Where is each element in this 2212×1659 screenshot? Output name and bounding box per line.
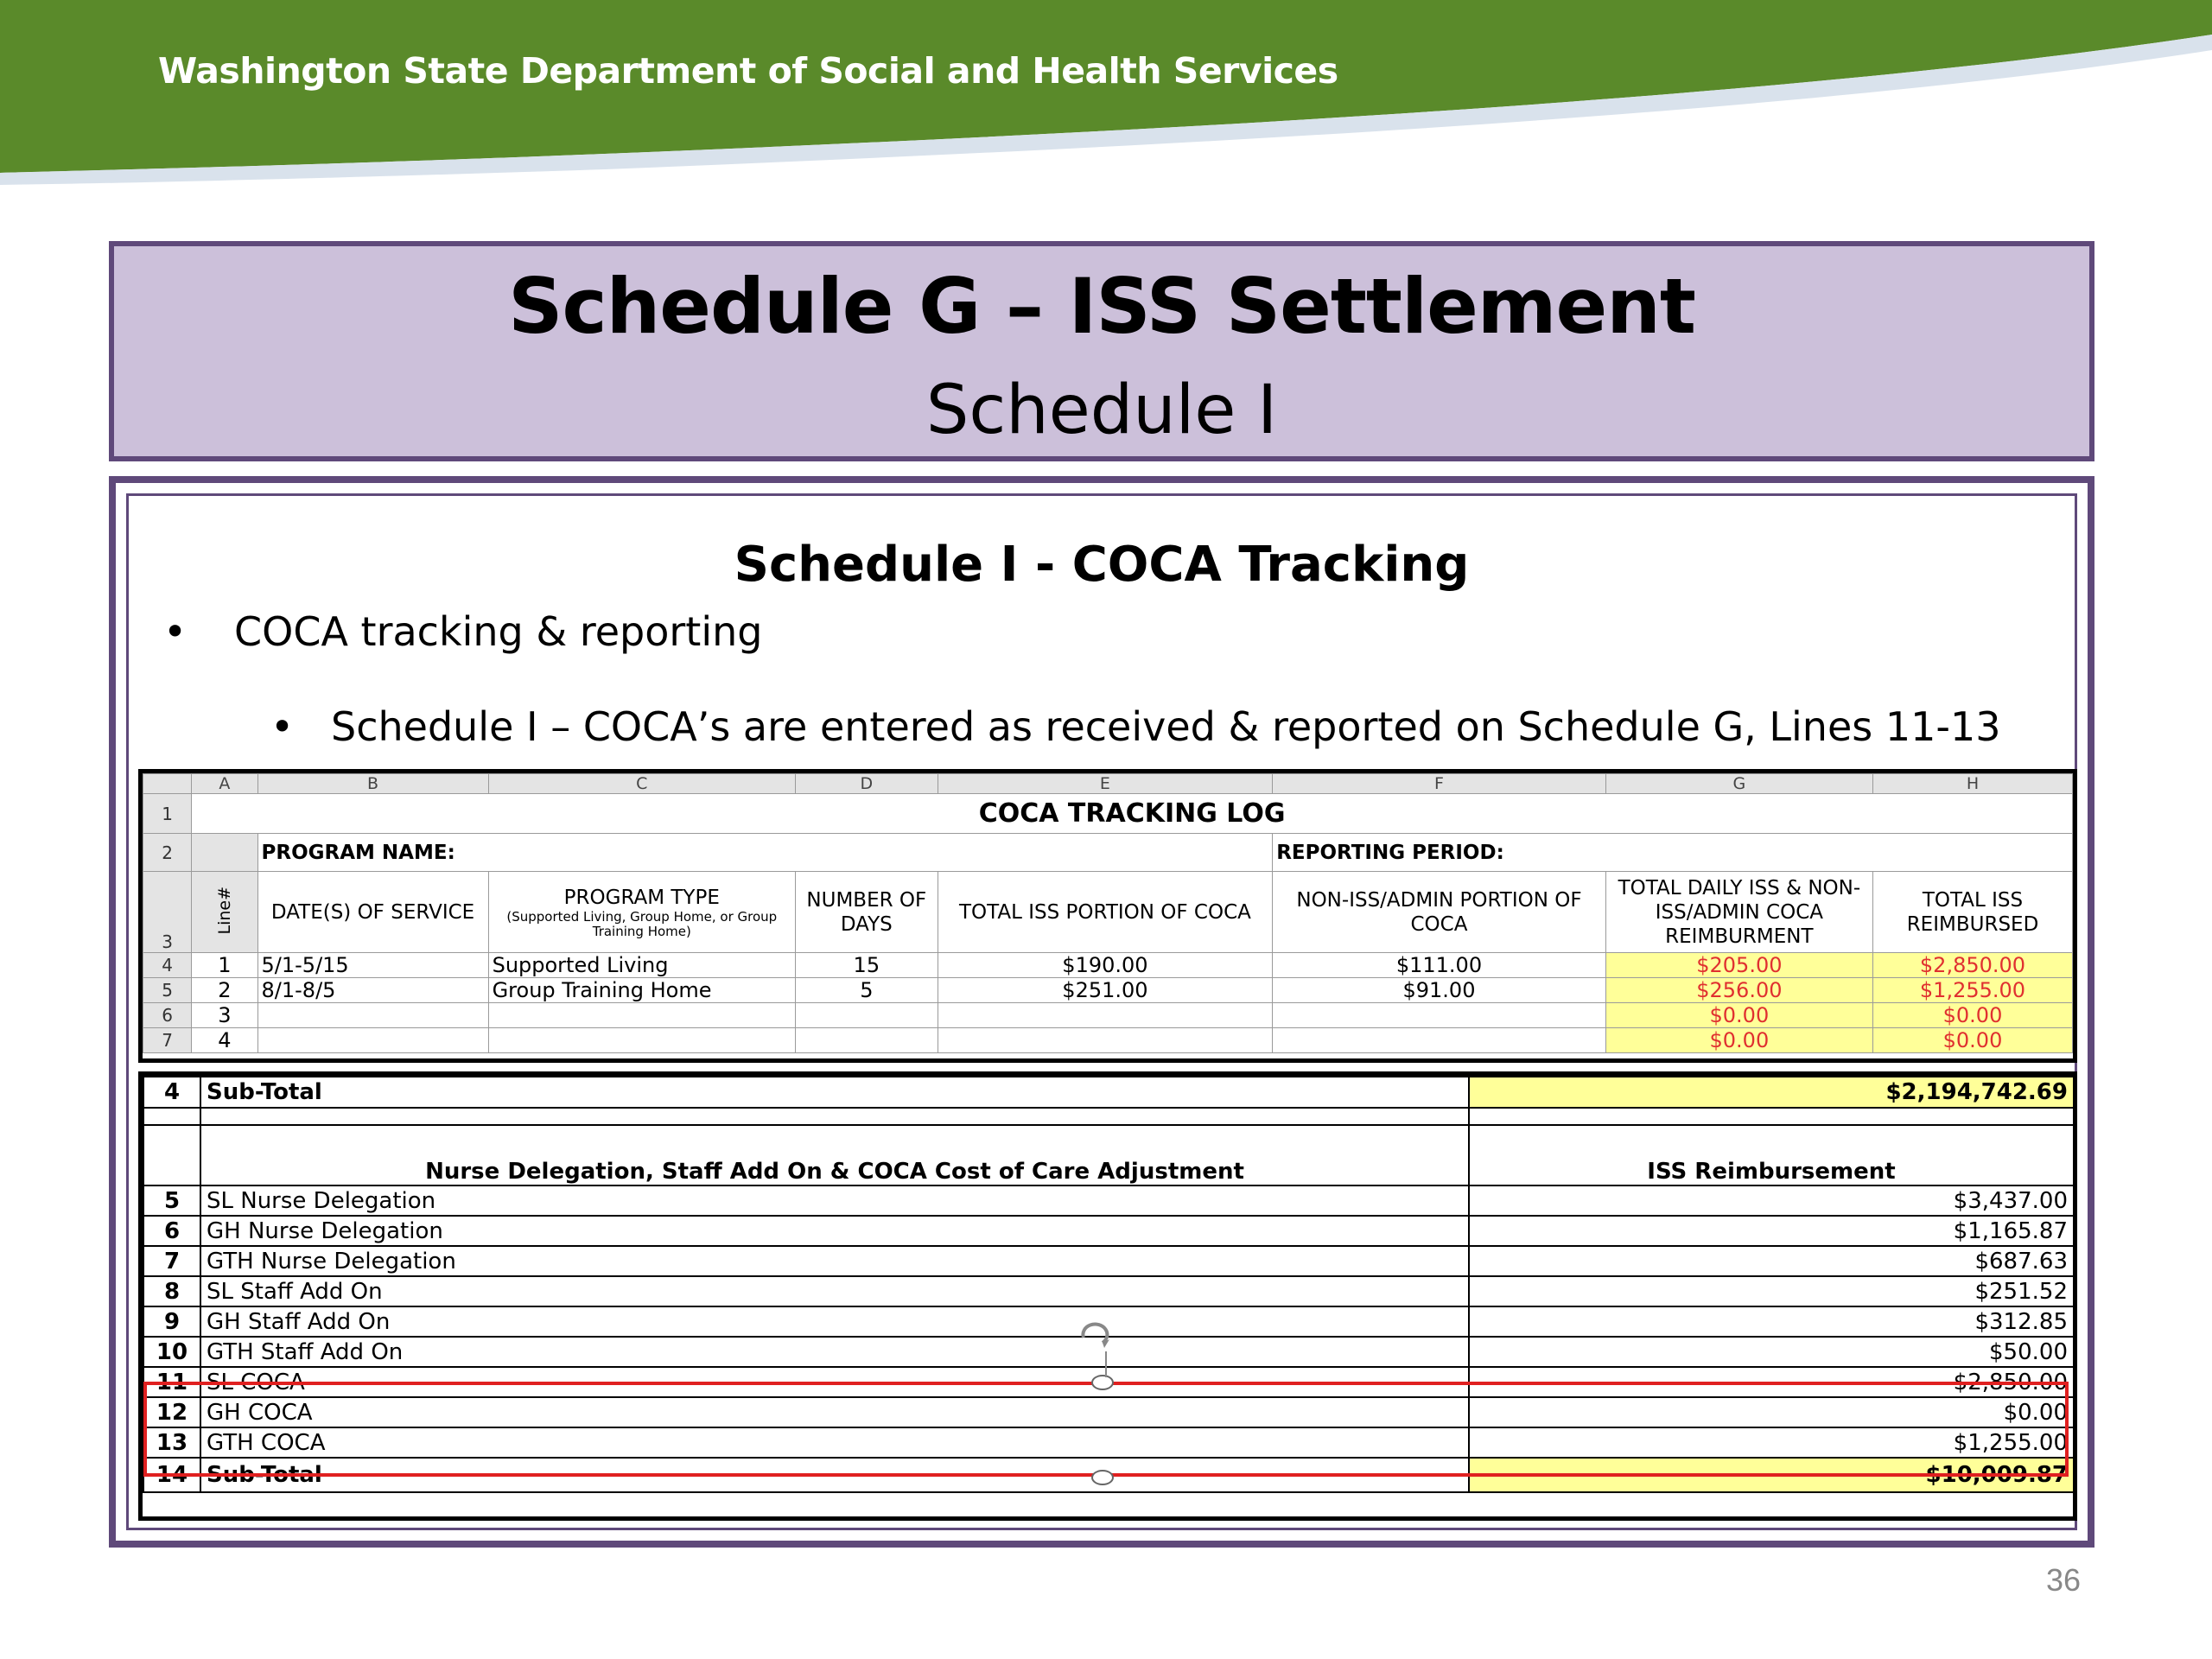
summary-table bbox=[143, 1076, 2075, 1493]
type-cell: Group Training Home bbox=[488, 978, 795, 1003]
resize-handle[interactable] bbox=[1091, 1470, 1114, 1485]
row-number: 1 bbox=[143, 794, 192, 834]
row-value: $687.63 bbox=[1469, 1246, 2074, 1276]
row-label: GTH COCA bbox=[200, 1427, 1469, 1458]
row-value: $251.52 bbox=[1469, 1276, 2074, 1306]
subtotal-value: $2,194,742.69 bbox=[1469, 1077, 2074, 1108]
non-iss-header: NON-ISS/ADMIN PORTION OF COCA bbox=[1273, 872, 1606, 953]
table-row bbox=[143, 1427, 2074, 1458]
daily-total-header: TOTAL DAILY ISS & NON-ISS/ADMIN COCA REIMBURMENT bbox=[1605, 872, 1872, 953]
row-value: $1,255.00 bbox=[1469, 1427, 2074, 1458]
column-letters-row bbox=[143, 774, 2073, 794]
line-number: 8 bbox=[143, 1276, 200, 1306]
log-title: COCA TRACKING LOG bbox=[192, 794, 2073, 834]
subtotal-label: Sub-Total bbox=[200, 1077, 1469, 1108]
row-label: GTH Staff Add On bbox=[200, 1337, 1469, 1367]
line-cell: 2 bbox=[192, 978, 257, 1003]
program-type-header-text: PROGRAM TYPE bbox=[563, 886, 720, 909]
line-number: 9 bbox=[143, 1306, 200, 1337]
line-number: 4 bbox=[143, 1077, 200, 1108]
slide-subtitle: Schedule I bbox=[925, 372, 1278, 449]
blank-cell bbox=[143, 1125, 200, 1185]
spacer-cell bbox=[200, 1108, 1469, 1125]
non-iss-cell: $91.00 bbox=[1273, 978, 1606, 1003]
row-label: SL Nurse Delegation bbox=[200, 1185, 1469, 1216]
row-value: $3,437.00 bbox=[1469, 1185, 2074, 1216]
resize-handle[interactable] bbox=[1091, 1375, 1114, 1390]
bullet-2-text: Schedule I – COCA’s are entered as received & reported on Schedule G, Lines 11-13 bbox=[331, 703, 2001, 750]
non-iss-cell: $111.00 bbox=[1273, 953, 1606, 978]
spacer-cell bbox=[143, 1108, 200, 1125]
coca-log-table bbox=[143, 773, 2073, 1053]
title-box bbox=[109, 241, 2094, 461]
iss-cell bbox=[938, 1003, 1273, 1028]
table-row bbox=[143, 1185, 2074, 1216]
bullet-dot: • bbox=[163, 608, 188, 655]
col-letter: D bbox=[796, 774, 938, 794]
iss-portion-header: TOTAL ISS PORTION OF COCA bbox=[938, 872, 1273, 953]
page-number: 36 bbox=[2045, 1562, 2081, 1598]
line-number: 7 bbox=[143, 1246, 200, 1276]
iss-cell bbox=[938, 1028, 1273, 1053]
row-value: $0.00 bbox=[1469, 1397, 2074, 1427]
reporting-period-label: REPORTING PERIOD: bbox=[1273, 834, 2073, 872]
days-cell: 5 bbox=[796, 978, 938, 1003]
section-header-row bbox=[143, 1125, 2074, 1185]
total-cell: $0.00 bbox=[1872, 1028, 2072, 1053]
line-cell: 3 bbox=[192, 1003, 257, 1028]
subtotal-value: $10,009.87 bbox=[1469, 1458, 2074, 1492]
col-letter: A bbox=[192, 774, 257, 794]
line-number: 6 bbox=[143, 1216, 200, 1246]
bullet-dot: • bbox=[270, 703, 295, 750]
dates-cell bbox=[257, 1028, 488, 1053]
table-row bbox=[143, 1397, 2074, 1427]
subtotal-label: Sub-Total bbox=[200, 1458, 1469, 1492]
program-name-row bbox=[143, 834, 2073, 872]
col-letter: E bbox=[938, 774, 1273, 794]
subtotal-top-row bbox=[143, 1077, 2074, 1108]
row-number: 3 bbox=[143, 872, 192, 953]
non-iss-cell bbox=[1273, 1028, 1606, 1053]
total-cell: $2,850.00 bbox=[1872, 953, 2072, 978]
row-label: SL COCA bbox=[200, 1367, 1469, 1397]
table-row bbox=[143, 1028, 2073, 1053]
row-label: GH Nurse Delegation bbox=[200, 1216, 1469, 1246]
bullet-1-text: COCA tracking & reporting bbox=[234, 608, 763, 655]
slide-title: Schedule G – ISS Settlement bbox=[508, 262, 1695, 351]
col-letter: G bbox=[1605, 774, 1872, 794]
program-type-header bbox=[488, 872, 795, 953]
line-number: 10 bbox=[143, 1337, 200, 1367]
program-type-note: (Supported Living, Group Home, or Group Training Home) bbox=[506, 908, 778, 939]
table-row bbox=[143, 1216, 2074, 1246]
dates-cell: 5/1-5/15 bbox=[257, 953, 488, 978]
program-name-label: PROGRAM NAME: bbox=[257, 834, 1273, 872]
summary-sheet bbox=[138, 1071, 2077, 1521]
corner-cell bbox=[143, 774, 192, 794]
row-number: 4 bbox=[143, 953, 192, 978]
non-iss-cell bbox=[1273, 1003, 1606, 1028]
table-row bbox=[143, 1276, 2074, 1306]
type-cell bbox=[488, 1028, 795, 1053]
bullet-1 bbox=[163, 608, 762, 655]
row-number: 2 bbox=[143, 834, 192, 872]
col-letter: B bbox=[257, 774, 488, 794]
total-cell: $1,255.00 bbox=[1872, 978, 2072, 1003]
coca-tracking-log-sheet bbox=[138, 769, 2077, 1063]
bullet-2 bbox=[270, 703, 2001, 750]
log-header-row bbox=[143, 872, 2073, 953]
header-title: Washington State Department of Social and Health Services bbox=[158, 50, 1338, 92]
row-value: $312.85 bbox=[1469, 1306, 2074, 1337]
section-title: Schedule I - COCA Tracking bbox=[734, 537, 1470, 593]
daily-cell: $256.00 bbox=[1605, 978, 1872, 1003]
daily-cell: $205.00 bbox=[1605, 953, 1872, 978]
dates-header: DATE(S) OF SERVICE bbox=[257, 872, 488, 953]
days-cell bbox=[796, 1028, 938, 1053]
section-label: Nurse Delegation, Staff Add On & COCA Cost of Care Adjustment bbox=[200, 1125, 1469, 1185]
row-number: 7 bbox=[143, 1028, 192, 1053]
total-reimbursed-header: TOTAL ISS REIMBURSED bbox=[1872, 872, 2072, 953]
log-title-row bbox=[143, 794, 2073, 834]
rotate-icon[interactable] bbox=[1077, 1320, 1115, 1351]
row-label: GH COCA bbox=[200, 1397, 1469, 1427]
row-label: GH Staff Add On bbox=[200, 1306, 1469, 1337]
line-header-text: Line# bbox=[214, 886, 234, 935]
table-row bbox=[143, 978, 2073, 1003]
reimbursement-label: ISS Reimbursement bbox=[1469, 1125, 2074, 1185]
line-cell: 4 bbox=[192, 1028, 257, 1053]
spacer-row bbox=[143, 1108, 2074, 1125]
iss-cell: $190.00 bbox=[938, 953, 1273, 978]
iss-cell: $251.00 bbox=[938, 978, 1273, 1003]
col-letter: F bbox=[1273, 774, 1606, 794]
row-label: GTH Nurse Delegation bbox=[200, 1246, 1469, 1276]
days-cell bbox=[796, 1003, 938, 1028]
line-cell: 1 bbox=[192, 953, 257, 978]
col-letter: C bbox=[488, 774, 795, 794]
rotate-handle-stem bbox=[1105, 1351, 1107, 1377]
row-number: 5 bbox=[143, 978, 192, 1003]
line-number: 11 bbox=[143, 1367, 200, 1397]
row-value: $1,165.87 bbox=[1469, 1216, 2074, 1246]
row-number: 6 bbox=[143, 1003, 192, 1028]
spacer-cell bbox=[1469, 1108, 2074, 1125]
daily-cell: $0.00 bbox=[1605, 1003, 1872, 1028]
row-value: $2,850.00 bbox=[1469, 1367, 2074, 1397]
line-number: 12 bbox=[143, 1397, 200, 1427]
col-letter: H bbox=[1872, 774, 2072, 794]
line-number: 13 bbox=[143, 1427, 200, 1458]
line-number: 5 bbox=[143, 1185, 200, 1216]
daily-cell: $0.00 bbox=[1605, 1028, 1872, 1053]
gray-cell bbox=[192, 834, 257, 872]
table-row bbox=[143, 1246, 2074, 1276]
days-header: NUMBER OF DAYS bbox=[796, 872, 938, 953]
line-number: 14 bbox=[143, 1458, 200, 1492]
type-cell bbox=[488, 1003, 795, 1028]
type-cell: Supported Living bbox=[488, 953, 795, 978]
dates-cell: 8/1-8/5 bbox=[257, 978, 488, 1003]
row-label: SL Staff Add On bbox=[200, 1276, 1469, 1306]
days-cell: 15 bbox=[796, 953, 938, 978]
table-row bbox=[143, 1003, 2073, 1028]
total-cell: $0.00 bbox=[1872, 1003, 2072, 1028]
dates-cell bbox=[257, 1003, 488, 1028]
row-value: $50.00 bbox=[1469, 1337, 2074, 1367]
header-band bbox=[0, 0, 2212, 190]
table-row bbox=[143, 953, 2073, 978]
line-header bbox=[192, 872, 257, 953]
